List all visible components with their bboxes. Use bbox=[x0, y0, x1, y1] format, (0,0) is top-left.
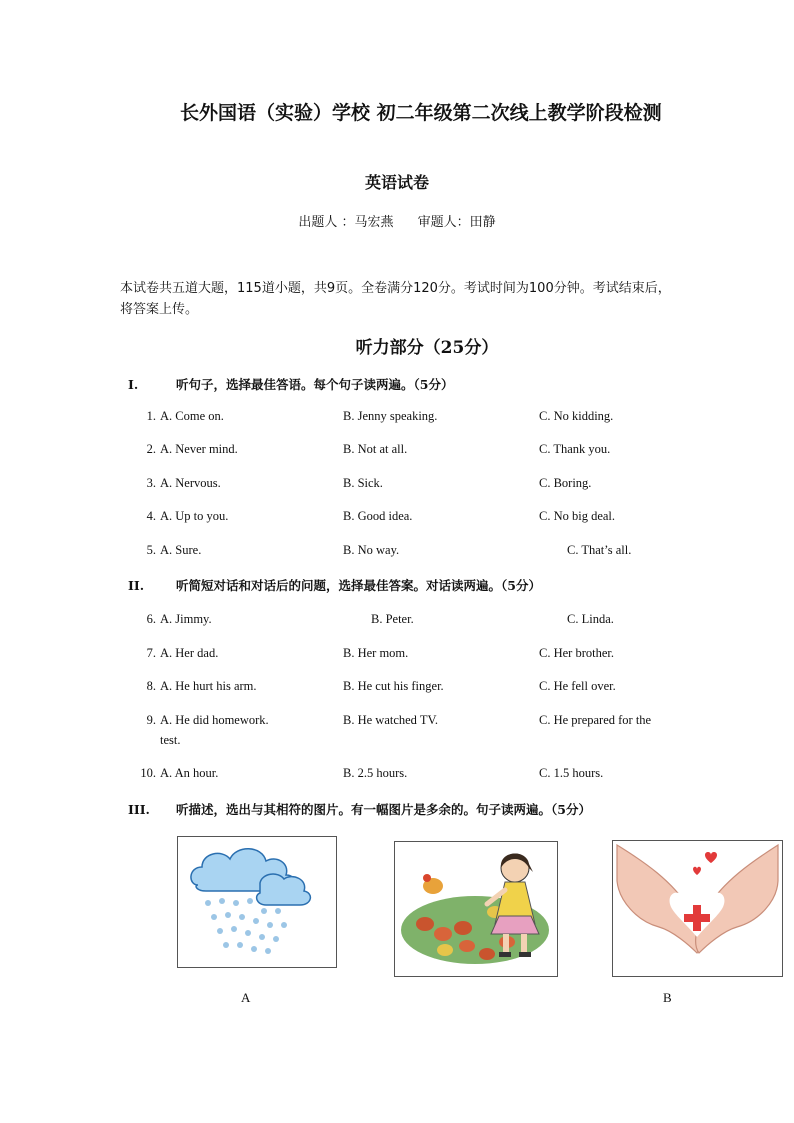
exam-title: 长外国语（实验）学校 初二年级第二次线上教学阶段检测 bbox=[180, 102, 662, 124]
section-heading bbox=[128, 800, 591, 818]
question-number: 2. bbox=[146, 442, 156, 456]
option-c: C. Her brother. bbox=[539, 646, 614, 660]
option-a: A. Come on. bbox=[160, 409, 224, 423]
option-c: C. Thank you. bbox=[539, 442, 611, 456]
option-a: A. He did homework. bbox=[160, 713, 269, 727]
option-a: A. Up to you. bbox=[160, 509, 229, 523]
question-number: 8. bbox=[146, 679, 156, 693]
option-a: A. An hour. bbox=[160, 766, 219, 780]
section-number: II. bbox=[128, 578, 145, 593]
girl-chickens-icon bbox=[395, 842, 557, 976]
question-number: 6. bbox=[146, 612, 156, 626]
option-b: B. Her mom. bbox=[343, 646, 409, 660]
section-text: 听句子，选择最佳答语。每个句子读两遍。（5分） bbox=[176, 377, 454, 392]
option-b: B. Peter. bbox=[371, 612, 414, 626]
option-b: B. Sick. bbox=[343, 476, 383, 490]
section-heading bbox=[128, 375, 453, 393]
option-a: A. Never mind. bbox=[160, 442, 238, 456]
option-b: B. He cut his finger. bbox=[343, 679, 444, 693]
section-text: 听简短对话和对话后的问题，选择最佳答案。对话读两遍。（5分） bbox=[176, 578, 541, 593]
option-b: B. Jenny speaking. bbox=[343, 409, 438, 423]
question-number: 9. bbox=[146, 713, 156, 727]
picture-caption-a: A bbox=[241, 990, 251, 1005]
question-number: 1. bbox=[146, 409, 156, 423]
option-a: A. Nervous. bbox=[160, 476, 221, 490]
option-b: B. Good idea. bbox=[343, 509, 413, 523]
option-c: C. He fell over. bbox=[539, 679, 616, 693]
question-number: 7. bbox=[146, 646, 156, 660]
section-text: 听描述，选出与其相符的图片。有一幅图片是多余的。句子读两遍。（5分） bbox=[176, 802, 591, 817]
option-b: B. He watched TV. bbox=[343, 713, 439, 727]
option-b: B. No way. bbox=[343, 543, 400, 557]
heart-hands-icon bbox=[613, 841, 782, 976]
reviewer-label: 审题人：田静 bbox=[417, 215, 496, 230]
picture-caption-b: B bbox=[663, 990, 672, 1005]
option-b: B. Not at all. bbox=[343, 442, 408, 456]
question-number: 10. bbox=[140, 766, 156, 780]
exam-instructions: 本试卷共五道大题，115道小题，共9页。全卷满分120分。考试时间为100分钟。考试结束后，将答案上传。 bbox=[120, 281, 671, 317]
option-c: C. He prepared for the bbox=[539, 713, 652, 727]
rain-cloud-icon bbox=[178, 837, 336, 967]
question-number: 3. bbox=[146, 476, 156, 490]
option-c: C. Linda. bbox=[567, 612, 614, 626]
picture-heart-hands bbox=[612, 840, 783, 977]
option-c: C. No big deal. bbox=[539, 509, 616, 523]
question-number: 5. bbox=[146, 543, 156, 557]
option-c: C. 1.5 hours. bbox=[539, 766, 604, 780]
question-number: 4. bbox=[146, 509, 156, 523]
section-number: I. bbox=[128, 377, 139, 392]
option-a: A. He hurt his arm. bbox=[160, 679, 257, 693]
option-a: A. Jimmy. bbox=[160, 612, 212, 626]
part-title: 听力部分（25分） bbox=[355, 338, 499, 358]
option-a: A. Sure. bbox=[160, 543, 202, 557]
option-c-continuation: test. bbox=[160, 733, 181, 747]
picture-rain-cloud bbox=[177, 836, 337, 968]
option-c: C. No kidding. bbox=[539, 409, 614, 423]
authors-line bbox=[0, 211, 794, 230]
exam-subtitle: 英语试卷 bbox=[364, 173, 429, 192]
author-label: 出题人 ：马宏燕 bbox=[298, 215, 394, 230]
option-a: A. Her dad. bbox=[160, 646, 219, 660]
option-c: C. Boring. bbox=[539, 476, 592, 490]
picture-girl-feeding-chickens bbox=[394, 841, 558, 977]
section-heading bbox=[128, 576, 541, 594]
option-c: C. That’s all. bbox=[567, 543, 632, 557]
option-b: B. 2.5 hours. bbox=[343, 766, 408, 780]
section-number: III. bbox=[128, 802, 150, 817]
